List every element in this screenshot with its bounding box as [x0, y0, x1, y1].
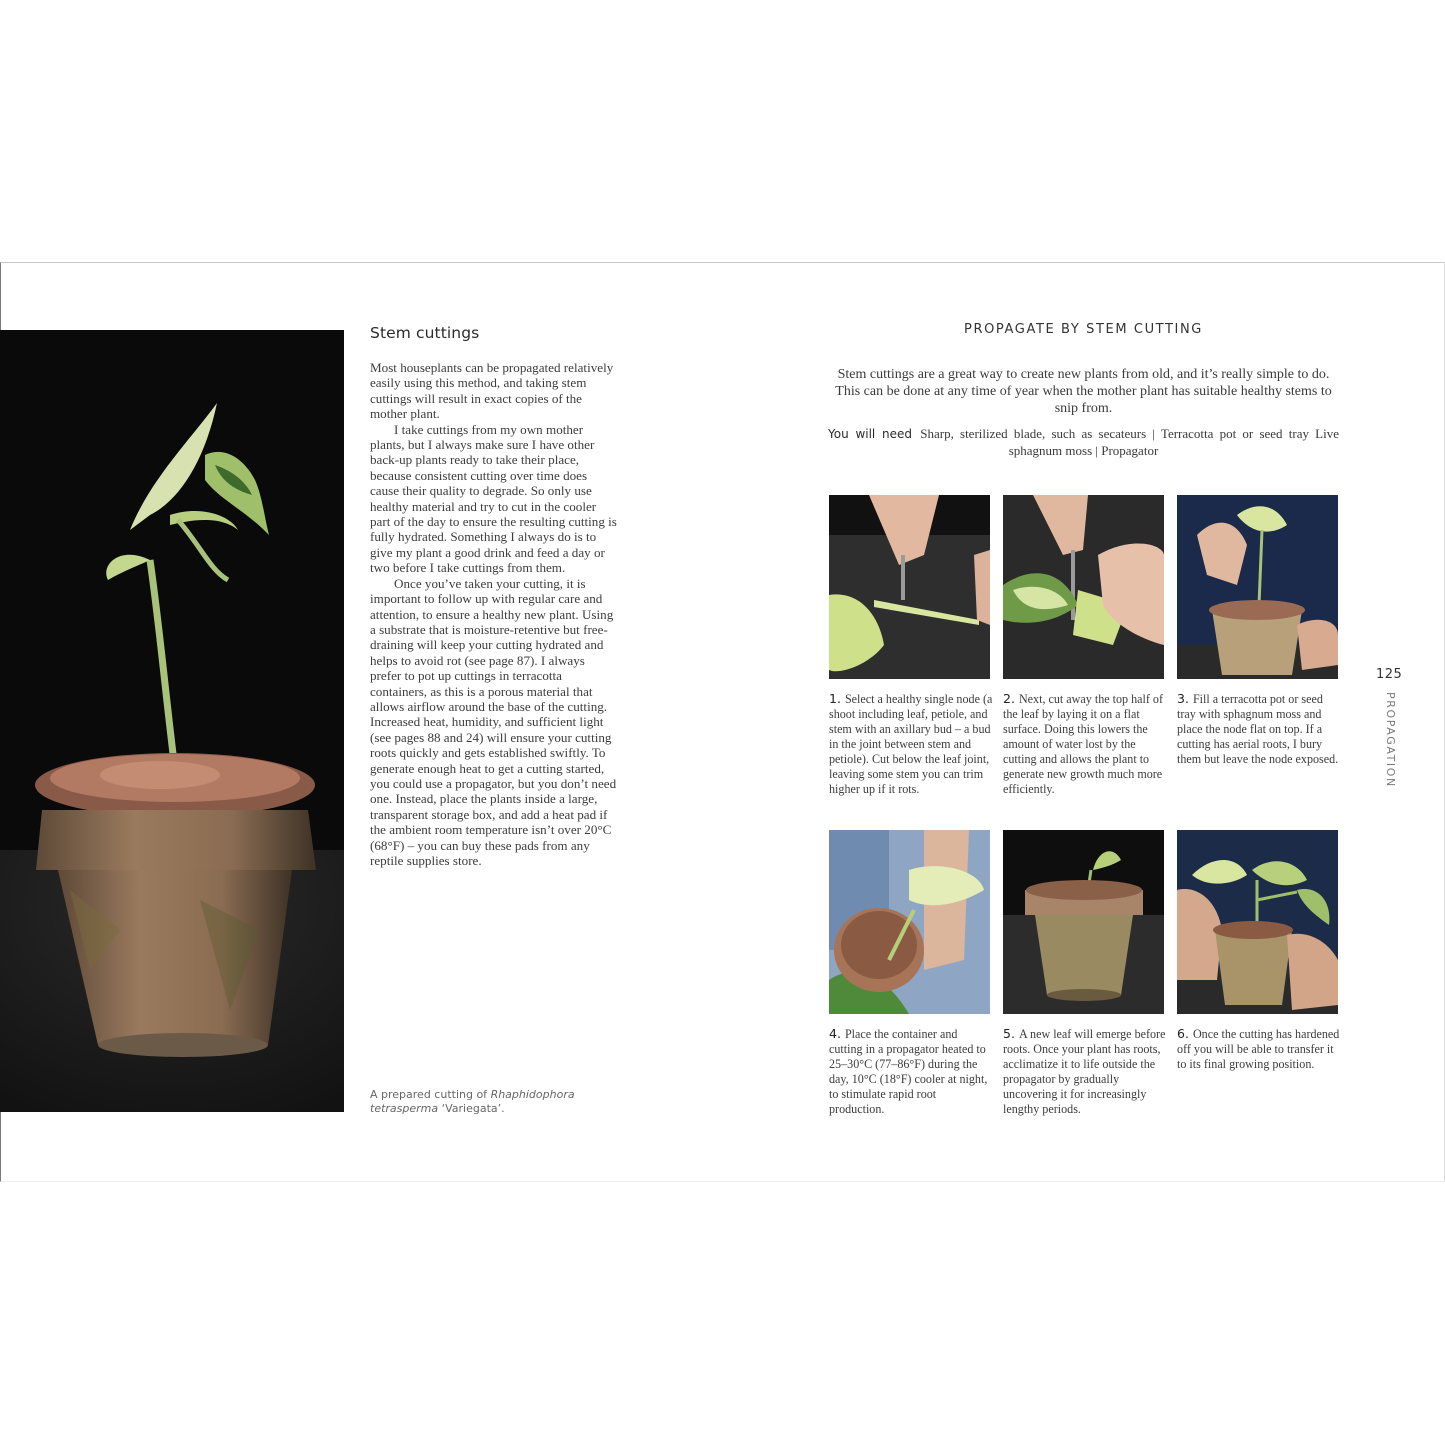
step-3-photo: [1177, 495, 1338, 679]
step-text: Fill a terracotta pot or seed tray with sphagnum moss and place the node flat on top. If a cutting has aerial roots, I bury them but leave the node exposed.: [1177, 692, 1339, 766]
placing-node-illustration: [1177, 495, 1338, 679]
body-paragraph: Most houseplants can be propagated relatively easily using this method, and taking stem cuttings will result in exact copies of the mother plant.: [370, 360, 614, 422]
step-2-photo: [1003, 495, 1164, 679]
you-will-need-label: You will need: [828, 427, 913, 441]
page-number: 125: [1376, 667, 1403, 682]
intro-text: Stem cuttings are a great way to create new plants from old, and it’s really simple to do. This can be done at any time of year when the mother plant has suitable healthy stems to snip from.: [835, 367, 1332, 416]
cutting-leaf-illustration: [1003, 495, 1164, 679]
hardened-cutting-illustration: [1177, 830, 1338, 1014]
step-number: 5.: [1003, 1026, 1015, 1041]
pot-in-propagator-illustration: [829, 830, 990, 1014]
step-1-photo: [829, 495, 990, 679]
step-number: 6.: [1177, 1026, 1189, 1041]
step-3: [1177, 691, 1342, 767]
caption-suffix: ‘Variegata’.: [438, 1102, 505, 1115]
potted-cutting-illustration: [0, 330, 344, 1112]
step-number: 1.: [829, 691, 841, 706]
page-title: PROPAGATE BY STEM CUTTING: [964, 322, 1203, 337]
step-5: [1003, 1026, 1168, 1117]
running-head: PROPAGATION: [1384, 692, 1397, 788]
step-number: 4.: [829, 1026, 841, 1041]
step-text: A new leaf will emerge before roots. Once your plant has roots, acclimatize it to life outside the propagator by gradually uncovering it for increasingly lengthy periods.: [1003, 1027, 1166, 1116]
step-4: [829, 1026, 994, 1117]
caption-species: Rhaphidophora tetrasperma: [370, 1088, 575, 1115]
step-6: [1177, 1026, 1342, 1072]
cutting-stem-illustration: [829, 495, 990, 679]
step-text: Select a healthy single node (a shoot including leaf, petiole, and stem with an axillary bud – a bud in the joint between stem and petiole). Cut below the leaf joint, leaving some stem you can trim higher up if it rots.: [829, 692, 993, 796]
step-text: Next, cut away the top half of the leaf by laying it on a flat surface. Doing this lowers the amount of water lost by the cutting and allows the plant to generate new growth much more efficiently.: [1003, 692, 1164, 796]
body-paragraph: Once you’ve taken your cutting, it is important to follow up with regular care and attention, to ensure a healthy new plant. Using a substrate that is moisture-retentive but free-draining will keep your cutting hydrated and helps to avoid rot (see page 87). I always prefer to pot up cuttings in terracotta containers, as this is a porous material that allows airflow around the base of the cutting. Increased heat, humidity, and sufficient light (see pages 88 and 24) will ensure your cutting roots quickly and gets established swiftly. To generate enough heat to get a cutting started, you could use a propagator, but you don’t need one. Instead, place the plants inside a large, transparent storage box, and add a heat pad if the ambient room temperature isn’t over 20°C (68°F) – you can buy these pads from any reptile supplies store.: [370, 575, 617, 868]
step-text: Once the cutting has hardened off you will be able to transfer it to its final growing position.: [1177, 1027, 1340, 1071]
photo-caption: [370, 1088, 600, 1116]
step-5-photo: [1003, 830, 1164, 1014]
new-leaf-illustration: [1003, 830, 1164, 1014]
you-will-need: [828, 426, 1339, 459]
step-number: 2.: [1003, 691, 1015, 706]
body-text: [370, 360, 618, 868]
section-title: Stem cuttings: [370, 324, 480, 342]
step-2: [1003, 691, 1168, 797]
hero-photo: [0, 330, 344, 1112]
body-paragraph: I take cuttings from my own mother plants, but I always make sure I have other back-up plants ready to take their place, because consistent cutting over time does cause their quality to degrade. So only use healthy material and try to cut in the cooler part of the day to ensure the resulting cutting is fully hydrated. Something I always do is to give my plant a good drink and feed a day or two before I take cuttings from them.: [370, 421, 617, 576]
step-number: 3.: [1177, 691, 1189, 706]
you-will-need-items: Sharp, sterilized blade, such as secateurs | Terracotta pot or seed tray Live sphagnum moss | Propagator: [920, 426, 1339, 458]
step-text: Place the container and cutting in a propagator heated to 25–30°C (77–86°F) during the day, 10°C (18°F) cooler at night, to stimulate rapid root production.: [829, 1027, 988, 1116]
step-4-photo: [829, 830, 990, 1014]
caption-prefix: A prepared cutting of: [370, 1088, 491, 1101]
step-6-photo: [1177, 830, 1338, 1014]
step-1: [829, 691, 994, 797]
